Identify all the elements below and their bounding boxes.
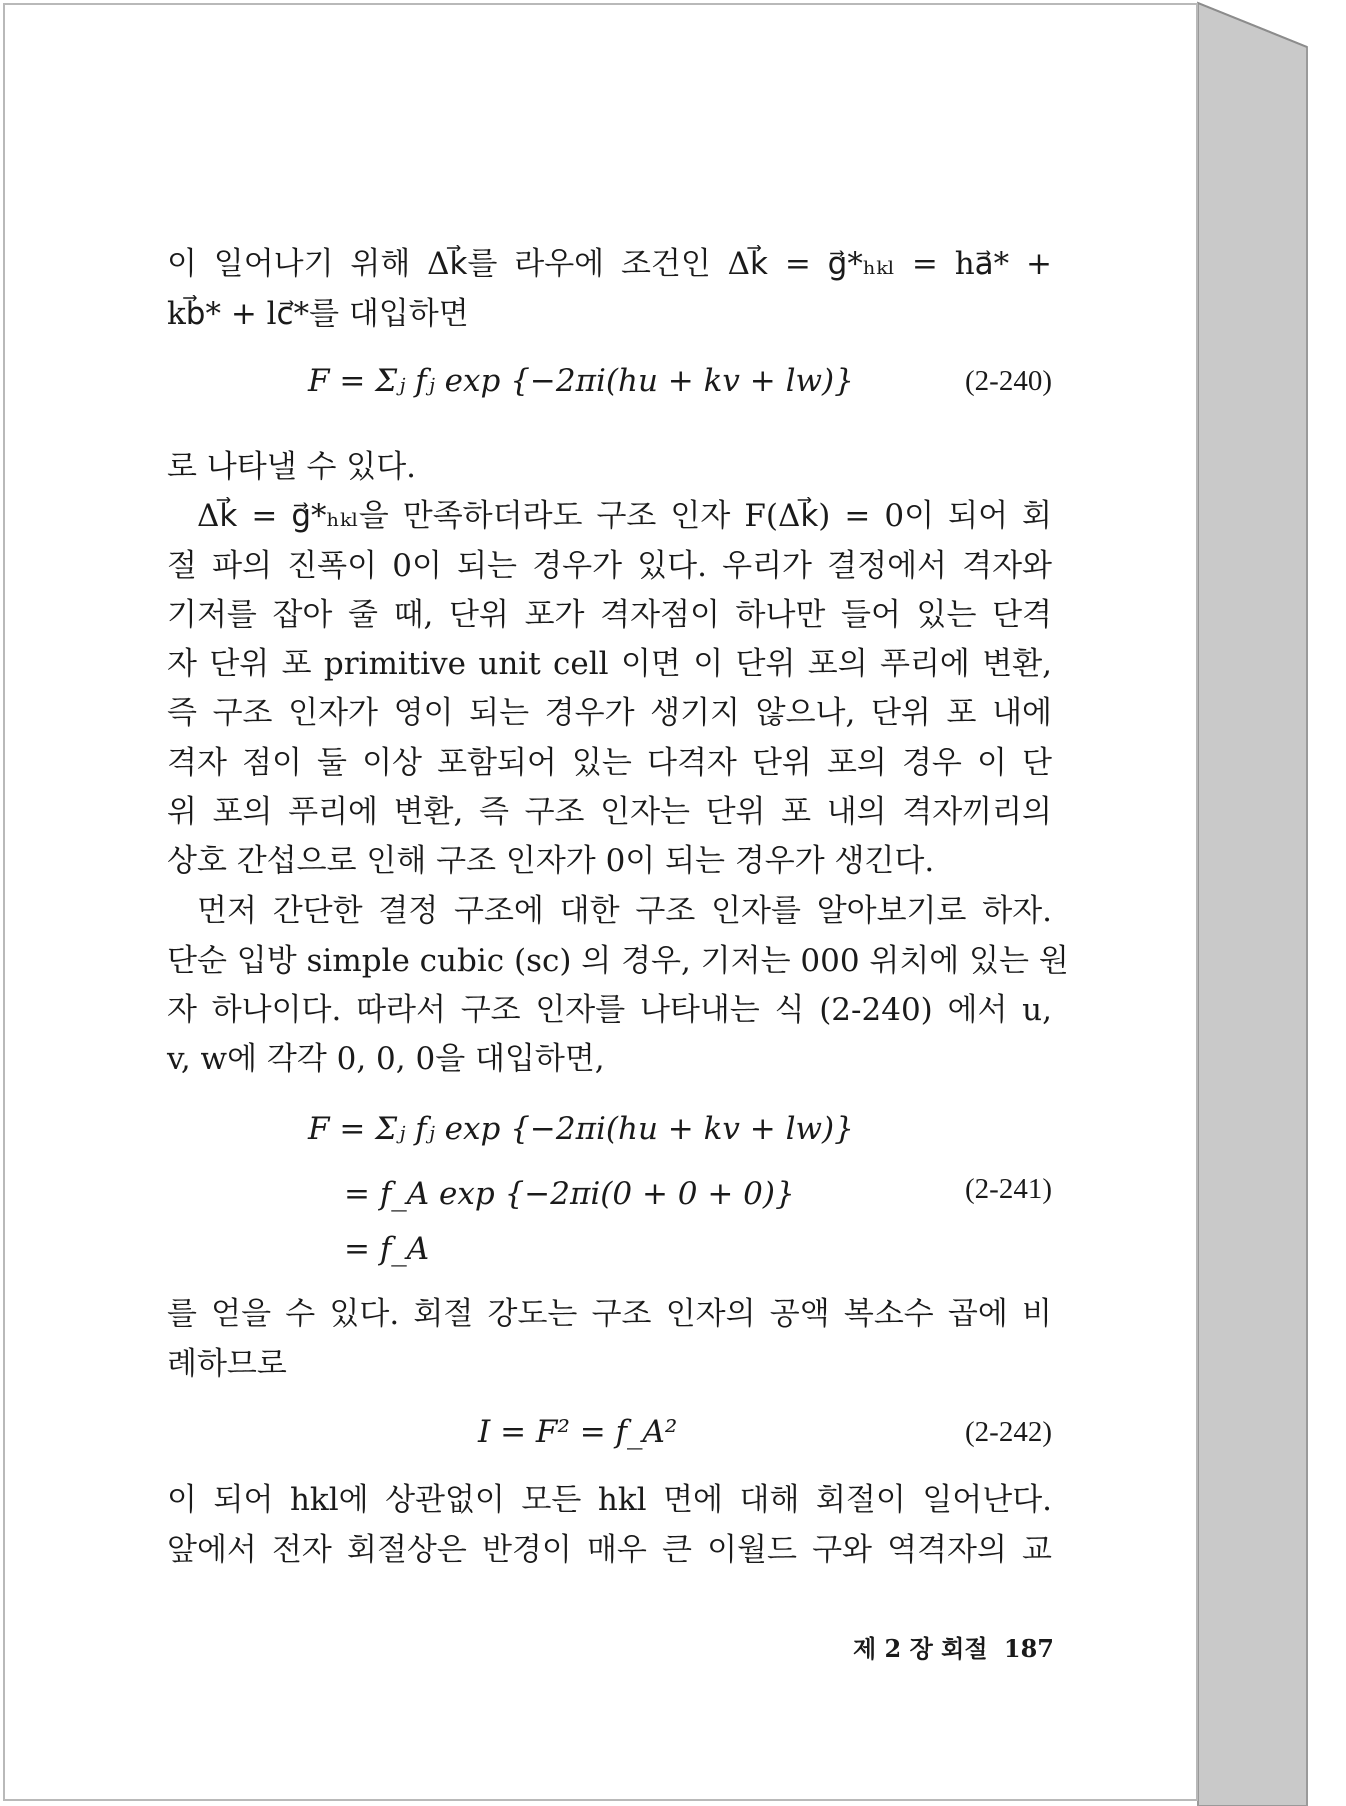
text-line-1: 이 일어나기 위해 Δk⃗를 라우에 조건인 Δk⃗ = g⃗*ₕₖₗ = ha⃗* + [167, 246, 1052, 282]
text-line-12: 먼저 간단한 결정 구조에 대한 구조 인자를 알아보기로 하자. [197, 893, 1052, 929]
equation-number-2-241: (2-241) [965, 1173, 1052, 1205]
page-number: 187 [1003, 1634, 1054, 1663]
equation-2-241-line-3: = f_A [344, 1231, 430, 1267]
equation-number-2-240: (2-240) [965, 365, 1052, 397]
text-line-16: 를 얻을 수 있다. 회절 강도는 구조 인자의 공액 복소수 곱에 비 [167, 1296, 1052, 1332]
chapter-title: 제 2 장 회절 [853, 1634, 988, 1663]
text-line-15: v, w에 각각 0, 0, 0을 대입하면, [167, 1041, 605, 1077]
text-line-7: 자 단위 포 primitive unit cell 이면 이 단위 포의 푸리에 변환, [167, 646, 1052, 682]
text-line-5: 절 파의 진폭이 0이 되는 경우가 있다. 우리가 결정에서 격자와 [167, 548, 1052, 584]
text-line-19: 앞에서 전자 회절상은 반경이 매우 큰 이월드 구와 역격자의 교 [167, 1532, 1052, 1568]
text-line-18: 이 되어 hkl에 상관없이 모든 hkl 면에 대해 회절이 일어난다. [167, 1482, 1052, 1518]
equation-2-240: F = Σⱼ fⱼ exp {−2πi(hu + kv + lw)} [308, 363, 854, 399]
equation-2-241-line-2: = f_A exp {−2πi(0 + 0 + 0)} [344, 1176, 795, 1212]
page-footer [834, 1624, 1054, 1674]
text-line-2: kb⃗* + lc⃗*를 대입하면 [167, 296, 469, 332]
text-line-11: 상호 간섭으로 인해 구조 인자가 0이 되는 경우가 생긴다. [167, 843, 935, 879]
text-line-14: 자 하나이다. 따라서 구조 인자를 나타내는 식 (2-240) 에서 u, [167, 992, 1052, 1028]
equation-2-242: I = F² = f_A² [478, 1414, 678, 1450]
text-line-9: 격자 점이 둘 이상 포함되어 있는 다격자 단위 포의 경우 이 단 [167, 745, 1052, 781]
text-line-8: 즉 구조 인자가 영이 되는 경우가 생기지 않으나, 단위 포 내에 [167, 695, 1052, 731]
equation-number-2-242: (2-242) [965, 1416, 1052, 1448]
text-line-3: 로 나타낼 수 있다. [167, 449, 417, 485]
text-line-13: 단순 입방 simple cubic (sc) 의 경우, 기저는 000 위치에 있는 원 [167, 943, 1069, 979]
text-line-6: 기저를 잡아 줄 때, 단위 포가 격자점이 하나만 들어 있는 단격 [167, 597, 1052, 633]
text-line-10: 위 포의 푸리에 변환, 즉 구조 인자는 단위 포 내의 격자끼리의 [167, 794, 1052, 830]
text-line-17: 례하므로 [167, 1346, 287, 1382]
text-line-4: Δk⃗ = g⃗*ₕₖₗ을 만족하더라도 구조 인자 F(Δk⃗) = 0이 되어 회 [197, 498, 1052, 534]
equation-2-241-line-1: F = Σⱼ fⱼ exp {−2πi(hu + kv + lw)} [308, 1111, 854, 1147]
